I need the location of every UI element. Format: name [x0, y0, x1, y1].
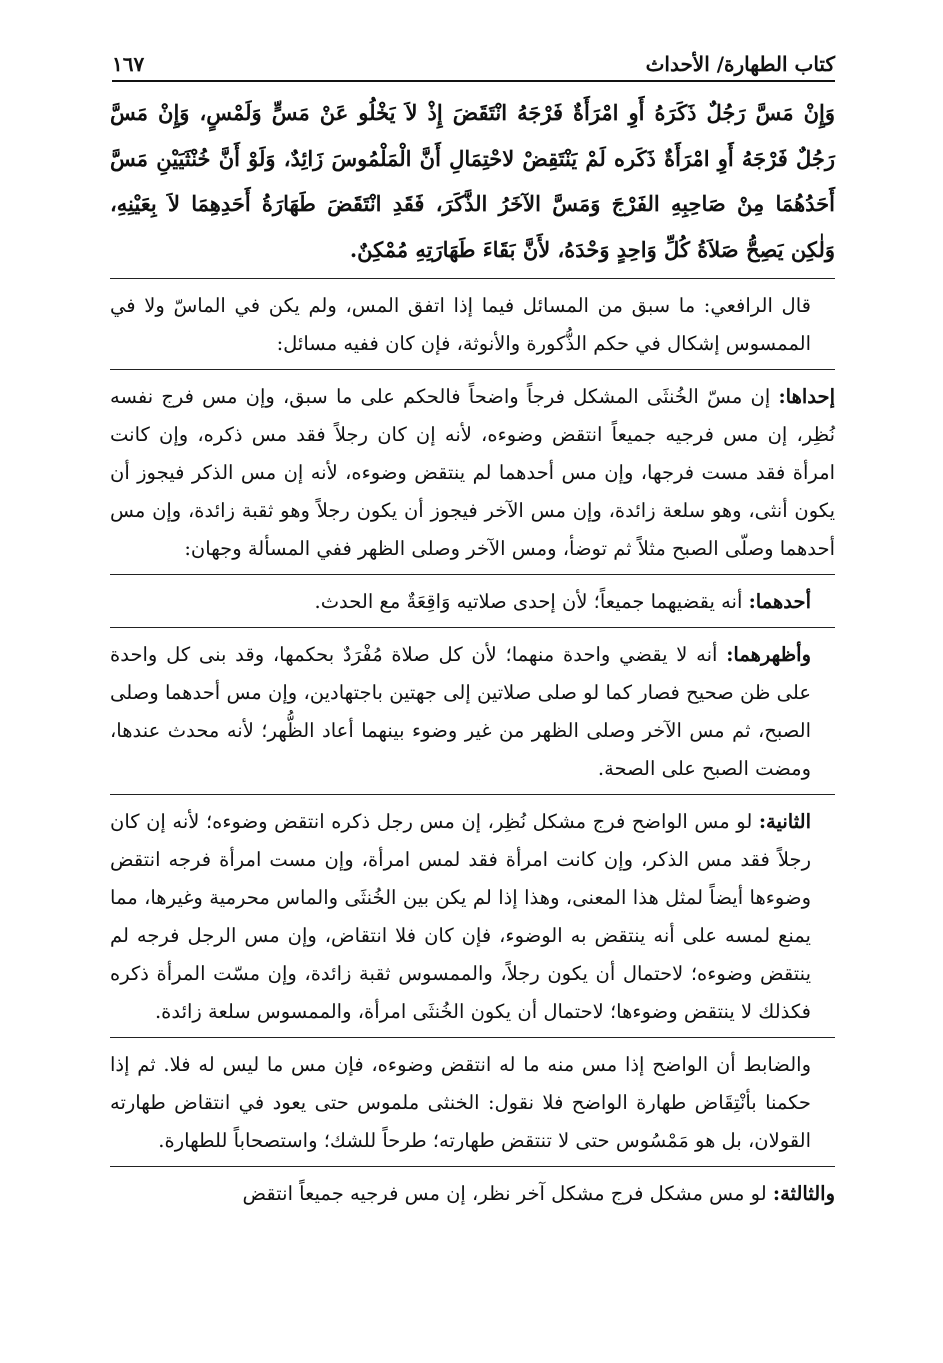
page-content	[110, 90, 835, 1213]
sharh-wajh-one	[110, 583, 835, 621]
section-separator	[110, 574, 835, 575]
page-header	[112, 36, 835, 76]
section-separator	[110, 627, 835, 628]
page-number: ١٦٧	[112, 52, 145, 76]
chapter-title: كتاب الطهارة/ الأحداث	[645, 52, 835, 76]
sharh-wajh-two	[110, 636, 835, 788]
third-issue-text: لو مس مشكل فرج مشكل آخر نظر، إن مس فرجيه جميعاً انتقض	[242, 1182, 767, 1205]
section-separator	[110, 794, 835, 795]
section-separator	[110, 369, 835, 370]
wajh-one-label: أحدهما:	[748, 590, 811, 613]
wajh-two-text: أنه لا يقضي واحدة منهما؛ لأن كل صلاة مُفْرَدٌ بحكمها، وقد بنى كل واحدة على ظن صحيح فصار كما لو صلى صلاتين إلى جهتين باجتهادين، وإن مس أحدهما وصلى الصبح، ثم مس الآخر وصلى الظهر من غير وضوء بينهما أعاد الظُّهر؛ لأنه محدث عندها، ومضت الصبح على الصحة.	[110, 643, 811, 780]
third-issue-label: والثالثة:	[772, 1182, 835, 1205]
header-rule	[112, 80, 835, 82]
sharh-third-issue	[110, 1175, 835, 1213]
wajh-two-label: وأظهرهما:	[726, 643, 811, 666]
second-issue-text: لو مس الواضح فرج مشكل نُظِر، إن مس رجل ذكره انتقض وضوءه؛ لأنه إن كان رجلاً فقد مس الذكر، وإن كانت امرأة فقد لمس امرأة، وإن مست امرأة فرجه انتقض وضوءها أيضاً لمثل هذا المعنى، وهذا إذا لم يكن بين الخُنثَى والماس محرمية وغيرها، مما يمنع لمسه على أنه ينتقض به الوضوء، فإن كان فلا انتقاض، وإن مس الرجل فرجه لم ينتقض وضوءه؛ لاحتمال أن يكون رجلاً، والممسوس ثقبة زائدة، وإن مسّت المرأة ذكره فكذلك لا ينتقض وضوءها؛ لاحتمال أن يكون الخُنثَى امرأة، والممسوس سلعة زائدة.	[110, 810, 811, 1023]
sharh-dabit: والضابط أن الواضح إذا مس منه ما له انتقض وضوءه، فإن مس ما ليس له فلا. ثم إذا حكمنا بأنْتِقَاض طهارة الواضح فلا نقول: الخنثى ملموس حتى يعود في انتقاض طهارته القولان، بل هو مَمْسُوس حتى لا تنتقض طهارته؛ طرحاً للشك؛ واستصحاباً للطهارة.	[110, 1053, 811, 1152]
wajh-one-text: أنه يقضيهما جميعاً؛ لأن إحدى صلاتيه وَاقِعَةٌ مع الحدث.	[314, 590, 743, 613]
first-issue-text: إن مسّ الخُنثَى المشكل فرجاً واضحاً فالحكم على ما سبق، وإن مس فرج نفسه نُظِر، إن مس فرجيه جميعاً انتقض وضوءه، لأنه إن كان رجلاً فقد مس ذكره، وإن كانت امرأة فقد مست فرجها، وإن مس أحدهما لم ينتقض وضوءه، لأنه إن مس الذكر فيجوز أن يكون أنثى، وهو سلعة زائدة، وإن مس الآخر فيجوز أن يكون رجلاً وهو ثقبة زائدة، وإن مس أحدهما وصلّى الصبح مثلاً ثم توضأ، ومس الآخر وصلى الظهر ففي المسألة وجهان:	[110, 385, 835, 560]
sharh-first-issue	[110, 378, 835, 568]
first-issue-label: إحداها:	[778, 385, 835, 408]
matn-separator	[110, 278, 835, 279]
matn-text: وَإِنْ مَسَّ رَجُلٌ ذَكَرَهُ أَوِ امْرَأَةٌ فَرْجَهُ انْتَقَضَ إِذْ لاَ يَخْلُو عَنْ مَسٍّ وَلَمْسٍ، وَإِنْ مَسَّ رَجُلٌ فَرْجَهُ أَوِ امْرَأَةٌ ذَكَره لَمْ يَنْتَقِضْ لاحْتِمَالِ أَنَّ الْمَلْمُوسَ زَائِدٌ، وَلَوْ أَنَّ خُنْثَيَيْنِ مَسَّ أَحَدُهُمَا مِنْ صَاحِبِهِ الفَرْجَ وَمَسَّ الآخَرُ الذَّكَرَ، فَقَدِ انْتَقَضَ طَهَارَةُ أَحَدِهِمَا لاَ بِعَيْنِهِ، وَلٰكِن يَصِحُّ صَلاَةُ كُلِّ وَاحِدٍ وَحْدَهُ، لأَنَّ بَقَاءَ طَهَارَتِهِ مُمْكِنٌ.	[110, 100, 835, 262]
section-separator	[110, 1166, 835, 1167]
section-separator	[110, 1037, 835, 1038]
sharh-intro: قال الرافعي: ما سبق من المسائل فيما إذا اتفق المس، ولم يكن في الماسّ ولا في الممسوس إشكال في حكم الذُّكورة والأنوثة، فإن كان ففيه مسائل:	[110, 294, 811, 355]
second-issue-label: الثانية:	[758, 810, 811, 833]
sharh-second-issue	[110, 803, 835, 1031]
